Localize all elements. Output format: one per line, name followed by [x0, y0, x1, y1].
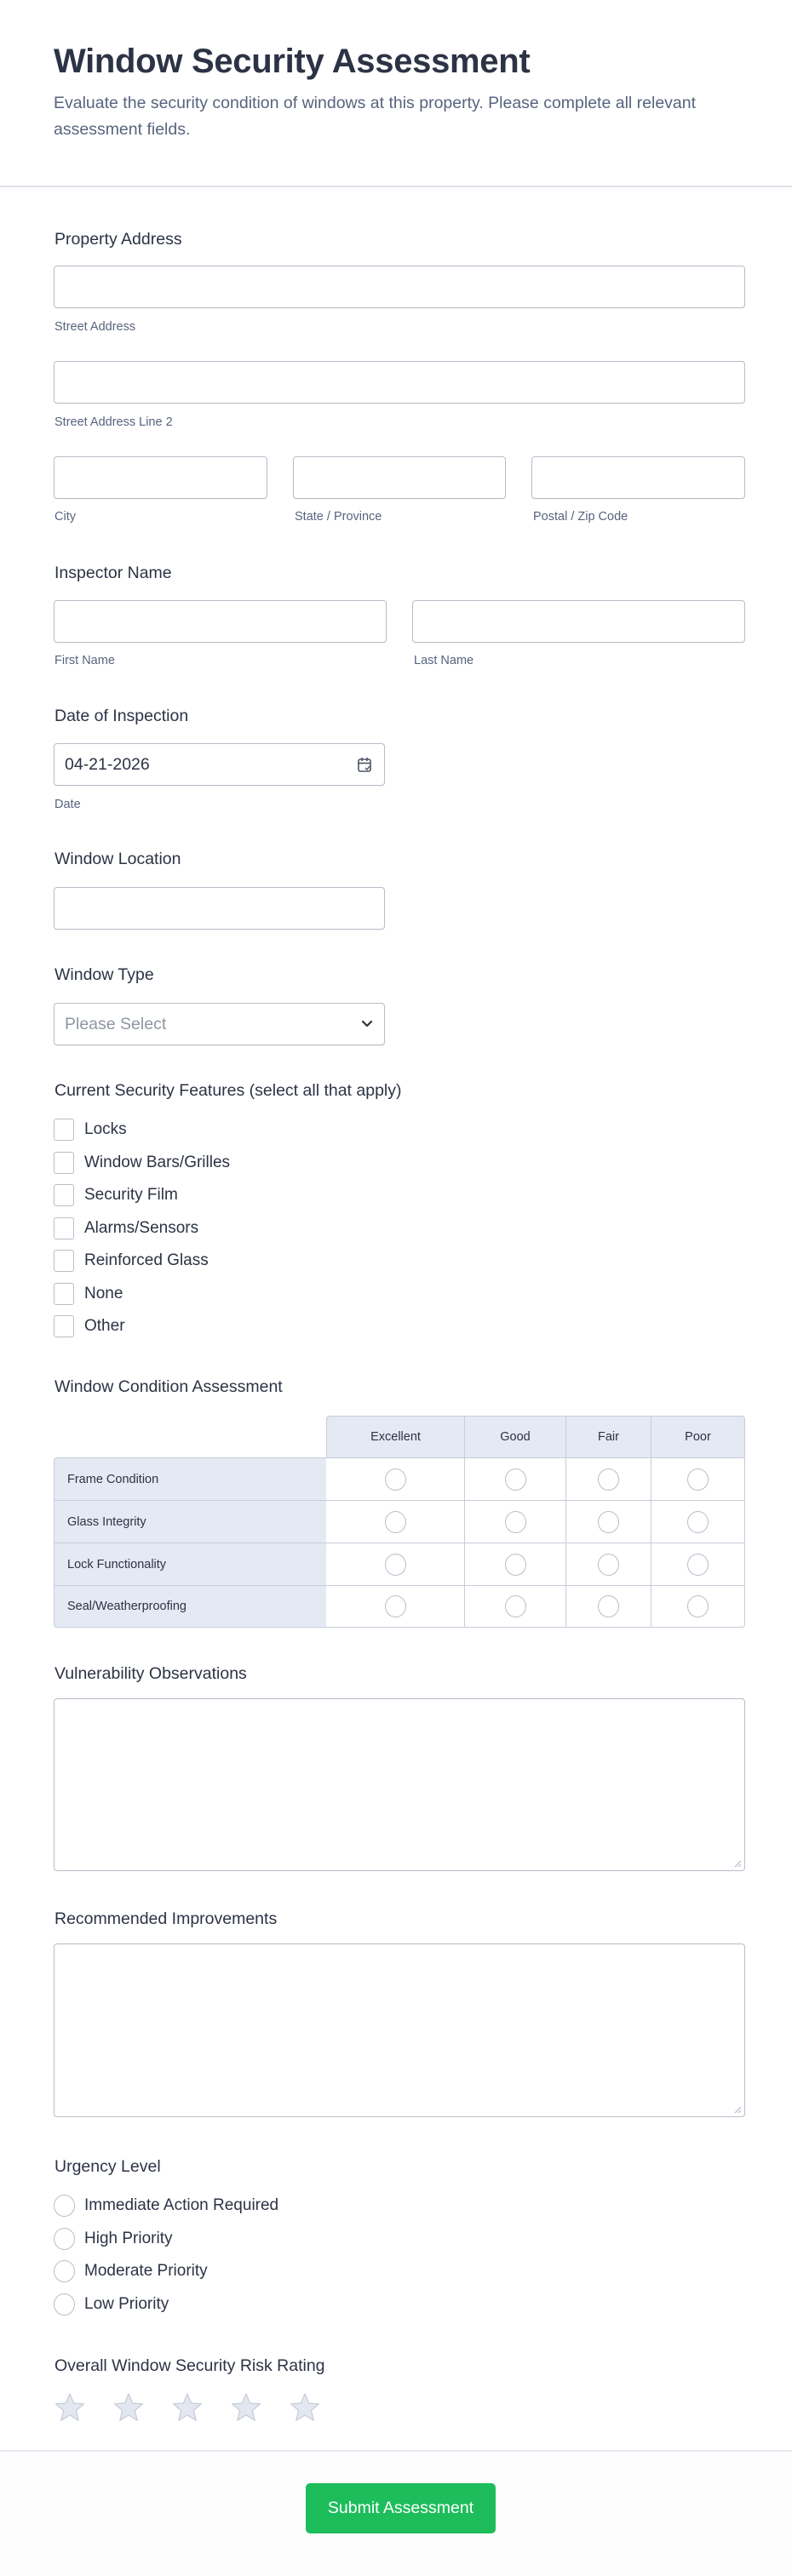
matrix-cell — [566, 1457, 651, 1500]
matrix-radio-button[interactable] — [505, 1554, 526, 1576]
state-input[interactable] — [293, 456, 506, 499]
radio-label: Low Priority — [84, 2294, 169, 2313]
checkbox[interactable] — [54, 1119, 74, 1141]
matrix-radio-button[interactable] — [598, 1511, 619, 1533]
vulnerability-observations-label: Vulnerability Observations — [55, 1664, 247, 1683]
matrix-radio-button[interactable] — [505, 1511, 526, 1533]
matrix-cell — [326, 1457, 465, 1500]
form-title: Window Security Assessment — [54, 43, 531, 80]
risk-rating-label: Overall Window Security Risk Rating — [55, 2356, 325, 2375]
checkbox-label: Reinforced Glass — [84, 1251, 209, 1269]
form-footer — [0, 2450, 792, 2576]
urgency-level-label: Urgency Level — [55, 2157, 161, 2176]
matrix-radio-button[interactable] — [385, 1511, 406, 1533]
security-features-label: Current Security Features (select all that apply) — [55, 1081, 402, 1100]
checkbox[interactable] — [54, 1152, 74, 1174]
recommended-improvements-textarea[interactable] — [54, 1943, 745, 2117]
checkbox-label: Security Film — [84, 1186, 178, 1204]
date-of-inspection-label: Date of Inspection — [55, 707, 189, 725]
matrix-cell — [566, 1500, 651, 1543]
matrix-cell — [465, 1500, 566, 1543]
matrix-cell — [326, 1500, 465, 1543]
checkbox-label: Locks — [84, 1120, 127, 1138]
first-name-sublabel: First Name — [55, 654, 115, 667]
checkbox[interactable] — [54, 1217, 74, 1239]
radio-button[interactable] — [54, 2260, 75, 2282]
street-address-sublabel: Street Address — [55, 320, 136, 334]
window-location-label: Window Location — [55, 850, 181, 868]
star-icon[interactable] — [230, 2392, 262, 2423]
condition-matrix — [54, 1416, 745, 1628]
form-description: Evaluate the security condition of windows at this property. Please complete all relevant assessment fields. — [54, 94, 697, 139]
checkbox-label: Window Bars/Grilles — [84, 1153, 231, 1171]
zip-input[interactable] — [531, 456, 745, 499]
street-address-input[interactable] — [54, 266, 745, 308]
matrix-radio-button[interactable] — [687, 1468, 709, 1491]
matrix-cell — [651, 1543, 745, 1585]
matrix-cell — [465, 1457, 566, 1500]
matrix-cell — [651, 1457, 745, 1500]
checkbox-label: Other — [84, 1317, 125, 1335]
last-name-input[interactable] — [412, 600, 745, 643]
radio-button[interactable] — [54, 2228, 75, 2250]
date-sublabel: Date — [55, 798, 81, 811]
radio-button[interactable] — [54, 2195, 75, 2217]
checkbox[interactable] — [54, 1250, 74, 1272]
matrix-cell — [651, 1585, 745, 1628]
radio-button[interactable] — [54, 2293, 75, 2316]
radio-label: Immediate Action Required — [84, 2196, 279, 2214]
matrix-radio-button[interactable] — [385, 1468, 406, 1491]
property-address-label: Property Address — [55, 230, 182, 249]
matrix-row-label: Lock Functionality — [54, 1543, 326, 1585]
submit-button[interactable]: Submit Assessment — [306, 2483, 496, 2533]
last-name-sublabel: Last Name — [414, 654, 474, 667]
star-icon[interactable] — [112, 2392, 145, 2423]
matrix-radio-button[interactable] — [687, 1511, 709, 1533]
window-location-input[interactable] — [54, 887, 385, 930]
matrix-column-header: Excellent — [326, 1416, 465, 1457]
resize-handle-icon[interactable] — [733, 1859, 742, 1868]
matrix-radio-button[interactable] — [687, 1595, 709, 1617]
matrix-row-label: Frame Condition — [54, 1457, 326, 1500]
matrix-cell — [465, 1585, 566, 1628]
star-icon[interactable] — [54, 2392, 86, 2423]
street-address-line2-sublabel: Street Address Line 2 — [55, 415, 173, 429]
matrix-radio-button[interactable] — [385, 1554, 406, 1576]
first-name-input[interactable] — [54, 600, 387, 643]
matrix-cell — [465, 1543, 566, 1585]
matrix-radio-button[interactable] — [687, 1554, 709, 1576]
matrix-cell — [326, 1585, 465, 1628]
form-header — [0, 0, 792, 187]
checkbox[interactable] — [54, 1184, 74, 1206]
vulnerability-observations-textarea[interactable] — [54, 1698, 745, 1871]
resize-handle-icon[interactable] — [733, 2105, 742, 2114]
window-type-label: Window Type — [55, 965, 154, 984]
date-input[interactable] — [54, 743, 385, 786]
matrix-cell — [566, 1585, 651, 1628]
condition-matrix-label: Window Condition Assessment — [55, 1377, 283, 1396]
matrix-radio-button[interactable] — [598, 1554, 619, 1576]
radio-label: High Priority — [84, 2229, 173, 2247]
window-type-select[interactable] — [54, 1003, 385, 1045]
date-value: 04-21-2026 — [65, 755, 150, 774]
matrix-column-header: Fair — [566, 1416, 651, 1457]
matrix-cell — [651, 1500, 745, 1543]
matrix-row-label: Glass Integrity — [54, 1500, 326, 1543]
matrix-cell — [566, 1543, 651, 1585]
city-sublabel: City — [55, 510, 76, 524]
matrix-radio-button[interactable] — [385, 1595, 406, 1617]
matrix-radio-button[interactable] — [598, 1595, 619, 1617]
checkbox[interactable] — [54, 1315, 74, 1337]
calendar-icon[interactable] — [357, 756, 372, 773]
star-icon[interactable] — [171, 2392, 204, 2423]
recommended-improvements-label: Recommended Improvements — [55, 1909, 278, 1928]
window-type-placeholder: Please Select — [65, 1015, 167, 1033]
checkbox[interactable] — [54, 1283, 74, 1305]
checkbox-label: None — [84, 1284, 123, 1302]
matrix-radio-button[interactable] — [505, 1595, 526, 1617]
matrix-radio-button[interactable] — [505, 1468, 526, 1491]
matrix-row-label: Seal/Weatherproofing — [54, 1585, 326, 1628]
zip-sublabel: Postal / Zip Code — [533, 510, 628, 524]
street-address-line2-input[interactable] — [54, 361, 745, 404]
radio-label: Moderate Priority — [84, 2262, 208, 2280]
checkbox-label: Alarms/Sensors — [84, 1218, 199, 1237]
city-input[interactable] — [54, 456, 267, 499]
star-icon[interactable] — [289, 2392, 321, 2423]
matrix-cell — [326, 1543, 465, 1585]
matrix-column-header: Good — [465, 1416, 566, 1457]
inspector-name-label: Inspector Name — [55, 564, 172, 582]
matrix-radio-button[interactable] — [598, 1468, 619, 1491]
matrix-column-header: Poor — [651, 1416, 745, 1457]
chevron-down-icon — [360, 1018, 374, 1030]
state-sublabel: State / Province — [295, 510, 382, 524]
